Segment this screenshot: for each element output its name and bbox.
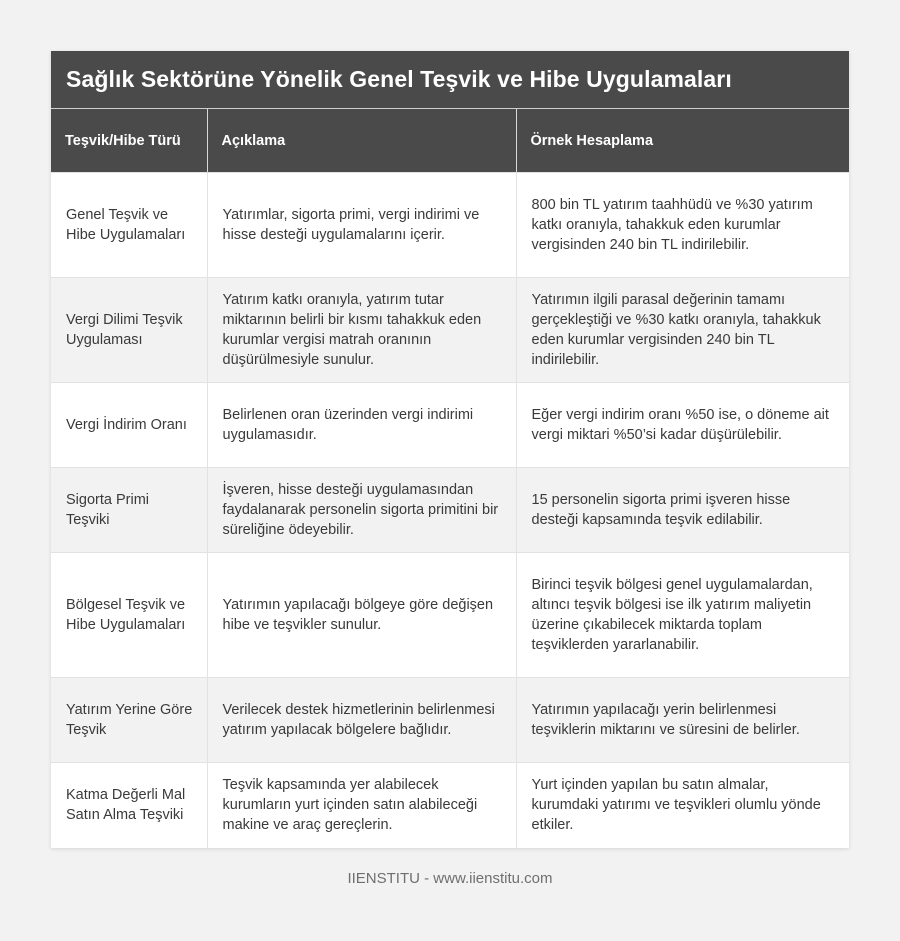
cell-description: İşveren, hisse desteği uygulamasından faydalanarak personelin sigorta primitini bir süreliğine ödeyebilir. bbox=[207, 468, 516, 553]
column-header-type: Teşvik/Hibe Türü bbox=[51, 109, 207, 173]
incentives-table bbox=[51, 109, 849, 848]
cell-example: Yurt içinden yapılan bu satın almalar, kurumdaki yatırımı ve teşvikleri olumlu yönde etkiler. bbox=[516, 763, 849, 848]
cell-example: Yatırımın yapılacağı yerin belirlenmesi teşviklerin miktarını ve süresini de belirler. bbox=[516, 678, 849, 763]
table-row bbox=[51, 468, 849, 553]
cell-example: 15 personelin sigorta primi işveren hisse desteği kapsamında teşvik edilabilir. bbox=[516, 468, 849, 553]
cell-type: Vergi Dilimi Teşvik Uygulaması bbox=[51, 278, 207, 383]
cell-description: Verilecek destek hizmetlerinin belirlenmesi yatırım yapılacak bölgelere bağlıdır. bbox=[207, 678, 516, 763]
cell-description: Belirlenen oran üzerinden vergi indirimi uygulamasıdır. bbox=[207, 383, 516, 468]
cell-type: Vergi İndirim Oranı bbox=[51, 383, 207, 468]
cell-type: Genel Teşvik ve Hibe Uygulamaları bbox=[51, 173, 207, 278]
cell-example: 800 bin TL yatırım taahhüdü ve %30 yatırım katkı oranıyla, tahakkuk eden kurumlar vergisinden 240 bin TL indirilebilir. bbox=[516, 173, 849, 278]
incentives-table-card bbox=[51, 51, 849, 848]
cell-description: Yatırım katkı oranıyla, yatırım tutar miktarının belirli bir kısmı tahakkuk eden kurumlar vergisi matrah oranının düşürülmesiyle sunulur. bbox=[207, 278, 516, 383]
cell-type: Yatırım Yerine Göre Teşvik bbox=[51, 678, 207, 763]
table-header-row bbox=[51, 109, 849, 173]
table-row bbox=[51, 678, 849, 763]
table-row bbox=[51, 278, 849, 383]
footer-credit: IIENSTITU - www.iienstitu.com bbox=[347, 870, 553, 887]
cell-example: Yatırımın ilgili parasal değerinin tamamı gerçekleştiği ve %30 katkı oranıyla, tahakkuk eden kurumlar vergisinden 240 bin TL indirilebilir. bbox=[516, 278, 849, 383]
cell-type: Katma Değerli Mal Satın Alma Teşviki bbox=[51, 763, 207, 848]
table-row bbox=[51, 763, 849, 848]
cell-type: Sigorta Primi Teşviki bbox=[51, 468, 207, 553]
table-title: Sağlık Sektörüne Yönelik Genel Teşvik ve Hibe Uygulamaları bbox=[51, 51, 849, 109]
cell-example: Birinci teşvik bölgesi genel uygulamalardan, altıncı teşvik bölgesi ise ilk yatırım maliyetin üzerine çıkabilecek miktarda toplam teşviklerden yararlanabilir. bbox=[516, 553, 849, 678]
table-row bbox=[51, 553, 849, 678]
cell-description: Yatırımın yapılacağı bölgeye göre değişen hibe ve teşvikler sunulur. bbox=[207, 553, 516, 678]
table-row bbox=[51, 383, 849, 468]
table-row bbox=[51, 173, 849, 278]
cell-type: Bölgesel Teşvik ve Hibe Uygulamaları bbox=[51, 553, 207, 678]
cell-description: Yatırımlar, sigorta primi, vergi indirimi ve hisse desteği uygulamalarını içerir. bbox=[207, 173, 516, 278]
cell-example: Eğer vergi indirim oranı %50 ise, o döneme ait vergi miktari %50’si kadar düşürülebilir. bbox=[516, 383, 849, 468]
cell-description: Teşvik kapsamında yer alabilecek kurumların yurt içinden satın alabileceği makine ve araç gereçlerin. bbox=[207, 763, 516, 848]
column-header-example: Örnek Hesaplama bbox=[516, 109, 849, 173]
column-header-description: Açıklama bbox=[207, 109, 516, 173]
